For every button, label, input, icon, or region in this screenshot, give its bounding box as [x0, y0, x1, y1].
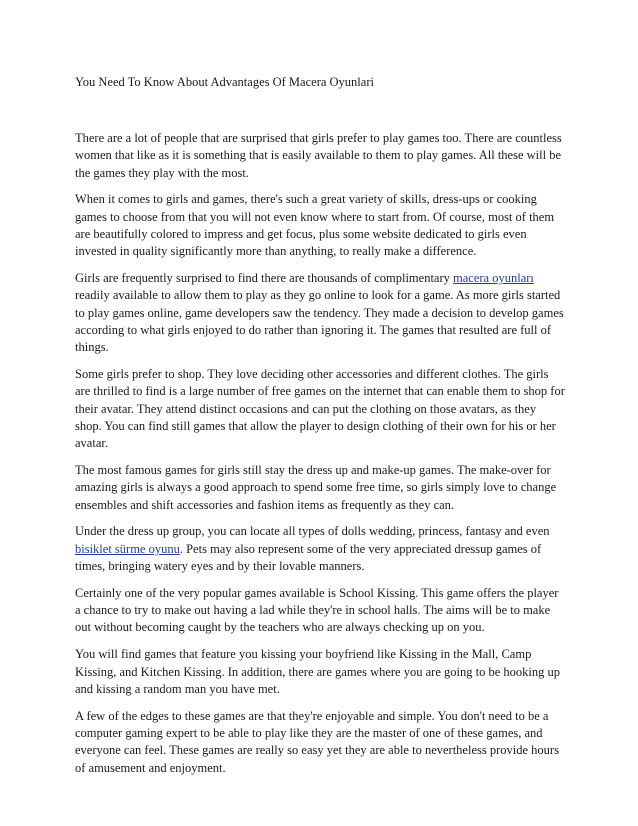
paragraph-6: [75, 523, 565, 575]
paragraph-3-text-before: Girls are frequently surprised to find there are thousands of complimentary: [75, 271, 454, 286]
paragraph-3-text-after: readily available to allow them to play as they go online to look for a game. As more girls started to play games online, game developers saw the tendency. They made a decision to develop games according to what girls enjoyed to do rather than ignoring it. The games that resulted are full of things.: [75, 288, 564, 355]
paragraph-2: When it comes to girls and games, there's such a great variety of skills, dress-ups or cooking games to choose from that you will not even know where to start from. Of course, most of them are beautifully colored to impress and get focus, plus some website dedicated to girls even invested in quality significantly more than anything, to really make a difference.: [75, 192, 555, 259]
paragraph-6-text-after: . Pets may also represent some of the very appreciated dressup games of times, bringing watery eyes and by their lovable manners.: [75, 541, 542, 574]
macera-oyunlari-link[interactable]: macera oyunları: [453, 271, 534, 286]
paragraph-5: The most famous games for girls still stay the dress up and make-up games. The make-over for amazing girls is always a good approach to spend some free time, so girls simply love to change ensembles and shift accessories and fashion items as frequently as they can.: [75, 463, 557, 512]
paragraph-4: Some girls prefer to shop. They love deciding other accessories and different clothes. The girls are thrilled to find is a large number of free games on the internet that can enable them to shop for their avatar. They attend distinct occasions and can put the clothing on those avatars, as they shop. You can find still games that allow the player to design clothing of their own for his or her avatar.: [75, 367, 565, 451]
document-page: [75, 74, 565, 786]
paragraph-7: Certainly one of the very popular games available is School Kissing. This game offers the player a chance to try to make out having a lad while they're in school halls. The aims will be to make out without becoming caught by the teachers who are always checking up on you.: [75, 585, 559, 635]
bisiklet-surme-oyunu-link[interactable]: bisiklet sürme oyunu: [75, 541, 180, 556]
document-title: You Need To Know About Advantages Of Macera Oyunlari: [75, 75, 374, 89]
paragraph-6-text-before: Under the dress up group, you can locate all types of dolls wedding, princess, fantasy and even: [75, 524, 550, 539]
paragraph-8: You will find games that feature you kissing your boyfriend like Kissing in the Mall, Camp Kissing, and Kitchen Kissing. In addition, there are games where you are going to be hooking up and kissing a random man you have met.: [75, 647, 560, 696]
paragraph-1: There are a lot of people that are surprised that girls prefer to play games too. There are countless women that like as it is something that is easily available to them to play games. All these will be the games they play with the most.: [75, 131, 562, 180]
paragraph-3: [75, 270, 565, 356]
paragraph-9: A few of the edges to these games are that they're enjoyable and simple. You don't need to be a computer gaming expert to be able to play like they are the master of one of these games, and everyone can feel. These games are really so easy yet they are able to nevertheless provide hours of amusement and enjoyment.: [75, 708, 559, 775]
